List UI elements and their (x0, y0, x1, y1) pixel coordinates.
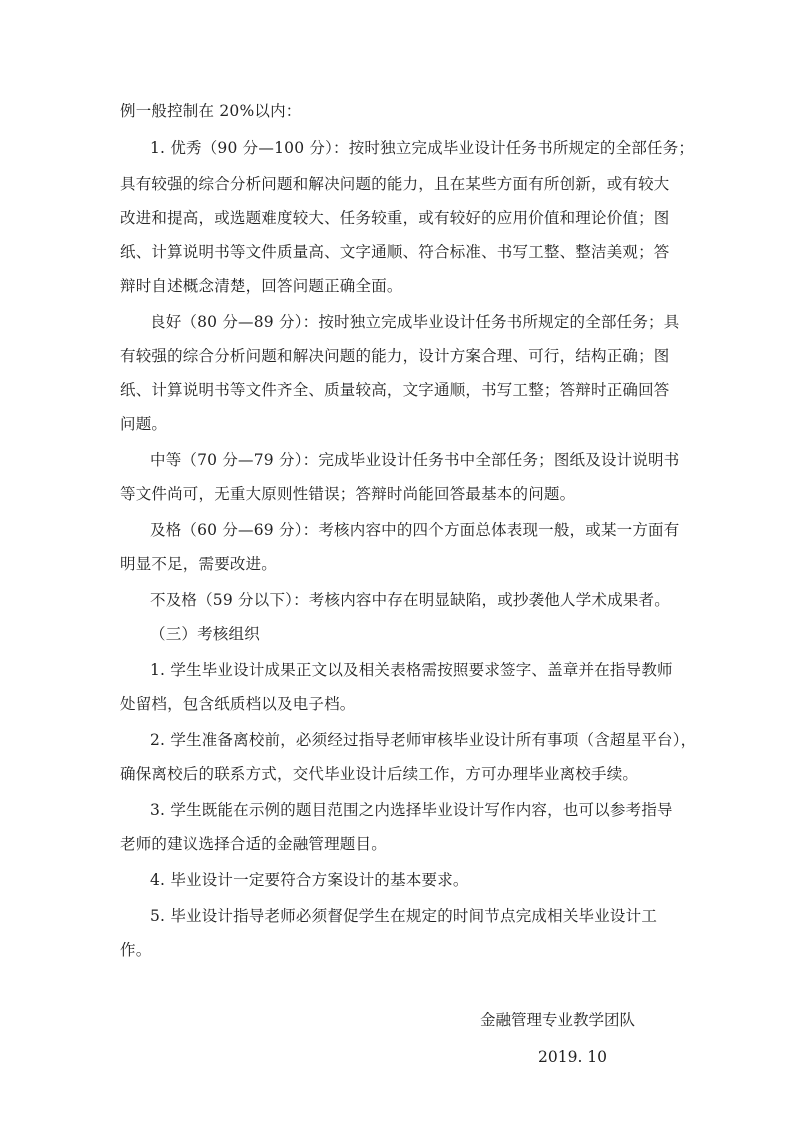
text-line: 纸、计算说明书等文件质量高、文字通顺、符合标准、书写工整、整洁美观；答 (120, 243, 670, 261)
text-line: 不及格（59 分以下）：考核内容中存在明显缺陷，或抄袭他人学术成果者。 (150, 591, 670, 609)
signature-date: 2019. 10 (538, 1048, 608, 1066)
text-line: 中等（70 分—79 分）：完成毕业设计任务书中全部任务；图纸及设计说明书 (150, 451, 680, 469)
text-line: 1. 优秀（90 分—100 分）：按时独立完成毕业设计任务书所规定的全部任务； (150, 139, 695, 157)
text-line: 例一般控制在 20%以内： (120, 102, 302, 120)
text-line: 及格（60 分—69 分）：考核内容中的四个方面总体表现一般，或某一方面有 (150, 521, 680, 539)
text-line: 改进和提高，或选题难度较大、任务较重，或有较好的应用价值和理论价值；图 (120, 209, 670, 227)
text-line: 问题。 (120, 415, 168, 433)
text-line: 4. 毕业设计一定要符合方案设计的基本要求。 (150, 871, 469, 889)
text-line: 5. 毕业设计指导老师必须督促学生在规定的时间节点完成相关毕业设计工 (150, 907, 658, 925)
text-line: 2. 学生准备离校前，必须经过指导老师审核毕业设计所有事项（含超星平台）， (150, 731, 697, 749)
text-line: 明显不足，需要改进。 (120, 555, 278, 573)
text-line: 1. 学生毕业设计成果正文以及相关表格需按照要求签字、盖章并在指导教师 (150, 661, 673, 679)
text-line: 具有较强的综合分析问题和解决问题的能力，且在某些方面有所创新，或有较大 (120, 175, 670, 193)
text-line: 作。 (120, 941, 152, 959)
text-line: 有较强的综合分析问题和解决问题的能力，设计方案合理、可行，结构正确；图 (120, 347, 670, 365)
text-line: 老师的建议选择合适的金融管理题目。 (120, 835, 387, 853)
text-line: 处留档，包含纸质档以及电子档。 (120, 695, 356, 713)
text-line: 良好（80 分—89 分）：按时独立完成毕业设计任务书所规定的全部任务；具 (150, 313, 680, 331)
section-heading: （三）考核组织 (150, 625, 260, 643)
text-line: 纸、计算说明书等文件齐全、质量较高，文字通顺，书写工整；答辩时正确回答 (120, 381, 670, 399)
signature-team: 金融管理专业教学团队 (480, 1011, 636, 1029)
text-line: 确保离校后的联系方式，交代毕业设计后续工作，方可办理毕业离校手续。 (120, 765, 639, 783)
text-line: 等文件尚可，无重大原则性错误；答辩时尚能回答最基本的问题。 (120, 485, 576, 503)
text-line: 3. 学生既能在示例的题目范围之内选择毕业设计写作内容，也可以参考指导 (150, 801, 673, 819)
text-line: 辩时自述概念清楚，回答问题正确全面。 (120, 277, 403, 295)
